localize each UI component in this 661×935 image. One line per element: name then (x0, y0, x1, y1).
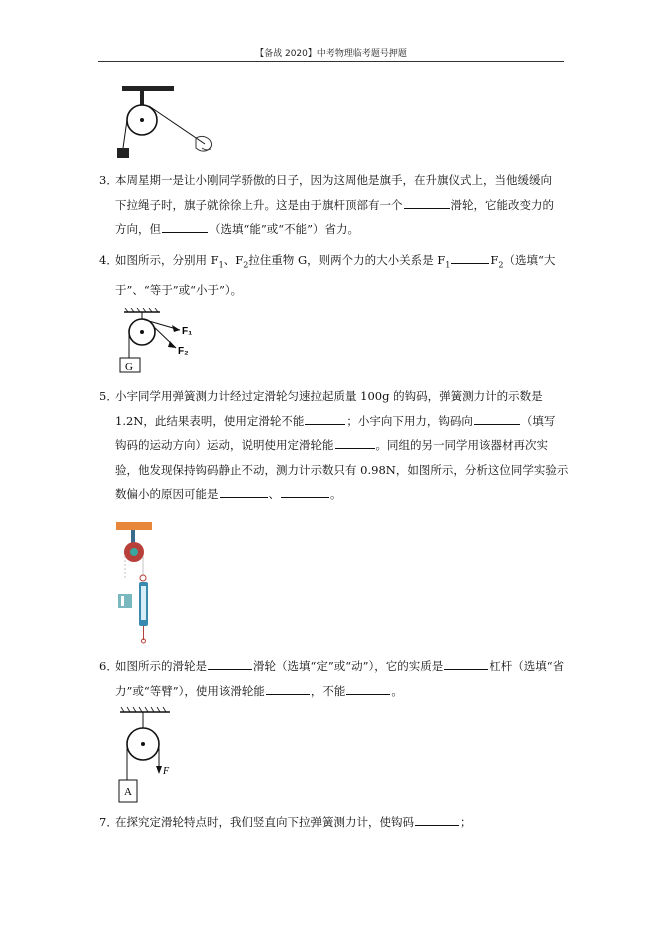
label-g: G (125, 361, 133, 373)
label-f: F (163, 766, 170, 777)
weight-block (117, 148, 129, 158)
figure-flag-pulley (112, 84, 220, 164)
header-rule (98, 61, 564, 62)
label-f2: F₂ (178, 346, 189, 357)
answer-blank[interactable] (444, 657, 488, 670)
answer-blank[interactable] (281, 485, 329, 498)
answer-blank[interactable] (305, 412, 345, 425)
answer-blank[interactable] (346, 682, 390, 695)
answer-blank[interactable] (335, 436, 375, 449)
answer-blank[interactable] (220, 485, 268, 498)
hook-weights (118, 594, 132, 608)
answer-blank[interactable] (266, 682, 310, 695)
question-3: 3．本周星期一是让小刚同学骄傲的日子，因为这周他是旗手，在升旗仪式上，当他缓缓向 下拉绳子时，旗子就徐徐上升。这是由于旗杆顶部有一个 滑轮，它能改变力的 方向，但 （选填“能”或“不能”）省力。 (99, 168, 569, 242)
question-number: 6． (99, 659, 118, 673)
answer-blank[interactable] (451, 251, 489, 264)
ceiling-bar (122, 86, 174, 91)
wooden-beam (116, 522, 152, 530)
label-a: A (124, 786, 132, 798)
question-4: 4．如图所示，分别用 $F_1$、$F_2$拉住重物 G，则两个力的大小关系是 $F_1$ $F_2$（选填“大 于”、“等于”或“小于”）。 (99, 248, 569, 302)
answer-blank[interactable] (162, 220, 208, 233)
answer-blank[interactable] (474, 412, 520, 425)
answer-blank[interactable] (208, 657, 252, 670)
figure-fixed-pulley (116, 706, 186, 806)
figure-force-pulley (116, 308, 216, 374)
label-f1: F₁ (182, 326, 193, 337)
question-number: 5． (99, 389, 118, 403)
question-number: 3． (99, 173, 118, 187)
figure-spring-scale-photo (112, 520, 160, 644)
question-6: 6．如图所示的滑轮是 滑轮（选填“定”或“动”），它的实质是 杠杆（选填“省 力”或“等臂”），使用该滑轮能 ，不能 。 (99, 654, 569, 703)
answer-blank[interactable] (415, 813, 459, 826)
page-header: 【备战 2020】中考物理临考题号押题 (255, 49, 407, 59)
question-number: 7． (99, 815, 118, 829)
answer-blank[interactable] (404, 196, 450, 209)
question-number: 4． (99, 253, 118, 267)
question-5: 5．小宇同学用弹簧测力计经过定滑轮匀速拉起质量 100g 的钩码，弹簧测力计的示数是 1.2N，此结果表明，使用定滑轮不能 ；小宇向下用力，钩码向 （填写 钩码的运动方向）运动，说明使用定滑轮能 。同组的另一同学用该器材再次实 验，他发现保持钩码静止不动，测力计示数只有 0.98N，如图所示，分析这位同学实验示 数偏小的原因可能是 、 。 (99, 384, 569, 507)
question-7: 7．在探究定滑轮特点时，我们竖直向下拉弹簧测力计，使钩码 ； (99, 810, 569, 835)
